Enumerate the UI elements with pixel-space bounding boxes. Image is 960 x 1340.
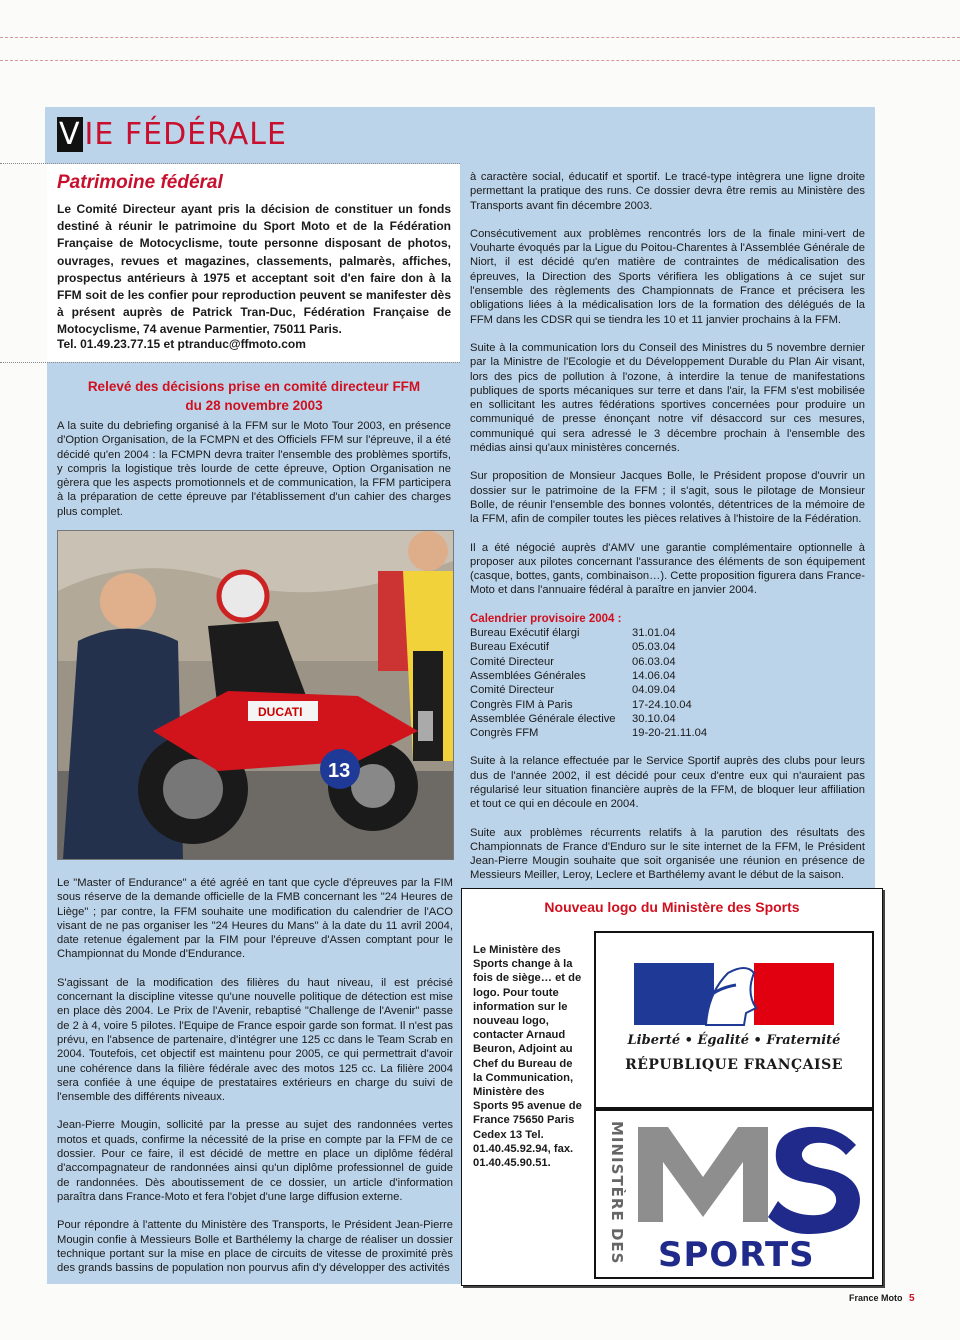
calendar-date: 06.03.04 [632,655,676,668]
magazine-name: France Moto [849,1293,903,1303]
page-number: 5 [909,1293,915,1304]
calendar-date: 17-24.10.04 [632,698,692,711]
calendar-title: Calendrier provisoire 2004 : [470,612,622,625]
logo-box-title: Nouveau logo du Ministère des Sports [544,899,800,915]
header-initial: V [59,117,81,152]
calendar-date: 14.06.04 [632,669,676,682]
motto: Liberté • Égalité • Fraternité [627,1033,841,1048]
race-number: 13 [328,760,351,782]
dotted-rule [0,362,460,363]
patrimoine-title: Patrimoine fédéral [57,172,223,193]
logo-box [461,888,883,1286]
bike-brand: DUCATI [258,705,303,719]
calendar-row [470,669,865,683]
patrimoine-contact: Tel. 01.49.23.77.15 et ptranduc@ffmoto.com [57,337,306,351]
calendar-row [470,655,865,669]
releve-title-line1: Relevé des décisions prise en comité directeur FFM [87,379,421,394]
patrimoine-box [47,164,460,361]
calendar-row [470,712,865,726]
calendar-row [470,726,865,740]
calendar-event: Congrès FFM [470,727,539,740]
releve-title-line2: du 28 novembre 2003 [185,398,323,413]
calendar-event: Bureau Exécutif élargi [470,627,580,640]
paragraph: Sur proposition de Monsieur Jacques Bolle, le Président propose d'ouvrir un dossier sur le patrimoine de la FFM ; il s'agit, sous le pilotage de Monsieur Bolle, de réunir l'ensemble des bonnes volontés, détentrices de la mémoire de la FFM, afin de compiler toutes les pièces relatives à l'histoire de la Fédération. [470,470,865,526]
calendar-date: 19-20-21.11.04 [632,727,708,740]
right-column [470,170,865,897]
paragraph: Suite à la relance effectuée par le Service Sportif auprès des clubs pour leurs dus de l'année 2002, il est décidé pour ceux d'entre eux qui n'auraient pas régularisé leur situation financière auprès de la FFM, de bloquer leur affiliation et tout ce qui en découle en 2004. [470,755,865,811]
republic-label: RÉPUBLIQUE FRANÇAISE [625,1057,843,1073]
releve-continued [57,876,453,1289]
paragraph: Le "Master of Endurance" a été agréé en tant que cycle d'épreuves par la FIM sous réserve de la demande officielle de la FMB concernant les "24 Heures de Liège" ; par contre, la FFM souhaite une modification du calendrier de l'ACO visant de ne pas organiser les "24 Heures du Mans" à la date du 11 avril 2004, date retenue également par la FIM pour l'épreuve d'Assen comptant pour le Championnat du Monde d'Endurance. [57,877,453,961]
releve-title [57,377,451,415]
patrimoine-body: Le Comité Directeur ayant pris la décision de constituer un fonds destiné à réunir le patrimoine du Sport Moto et de la Fédération Française de Motocyclisme, toute personne disposant de photos, ouvrages, revues et magazines, classements, palmarès, affiches, prospectus antérieurs à 1975 et acceptant soit d'en faire don à la FFM soit de les confier pour reproduction peuvent se manifester dès à présent auprès de Patrick Tran-Duc, Fédération Française de Motocyclisme, 74 avenue Parmentier, 75011 Paris. [57,202,451,337]
sports-wordmark: SPORTS [658,1235,815,1275]
calendar [470,612,865,741]
ms-monogram-icon [628,1117,868,1237]
footer [849,1293,915,1304]
calendar-date: 30.10.04 [632,712,676,725]
paragraph: S'agissant de la modification des filières du haut niveau, il est précisé concernant la discipline vitesse qu'une nouvelle politique de détection est mise en place dès 2004. Le Prix de l'Avenir, rebaptisé "Challenge de l'Avenir" passe de 2 à 4, voire 5 pilotes. l'Equipe de France espoir garde son format. Il n'est pas prévu, en l'absence de partenaire, d'intégrer une 125 cc dans le Team Scrab en 2004. Toutefois, cet objectif est maintenu pour 2005, ce qui permettrait d'avoir une cohérence dans la filière fédérale avec des motos 125 cc. La filière 2004 sera confiée à une équipe de prestataires extérieurs en charge du suivi de l'ensemble des différents niveaux. [57,976,453,1104]
calendar-row [470,698,865,712]
calendar-row [470,640,865,654]
calendar-event: Congrès FIM à Paris [470,698,573,711]
calendar-date: 05.03.04 [632,641,676,654]
calendar-event: Assemblée Générale élective [470,712,616,725]
paragraph: A la suite du debriefing organisé à la FFM sur le Moto Tour 2003, en présence d'Option Organisation, de la FCMPN et des Officiels FFM sur l'épreuve, il a été décidé qu'en 2004 : la FCMPN devra traiter l'ensemble des problèmes sportifs, y compris la logistique très lourde de cette épreuve, Option Organisation ne gèrera que les aspects promotionnels et de communication, la FFM participera à la préparation de cette épreuve par l'établissement d'un cahier des charges plus complet. [57,420,451,518]
calendar-row [470,683,865,697]
paragraph: Consécutivement aux problèmes rencontrés lors de la finale mini-vert de Vouharte évoqués par la Ligue du Poitou-Charentes à l'Assemblée Générale de Niort, il est décidé qu'en matière de contraintes de médicalisation des épreuves, la Direction des Sports vérifiera les obligations à ce sujet sur l'ensemble des règlements des Championnats de France et précisera les obligations liées à la médicalisation lors de la formation des délégués de la FFM dans les CDSR qui se tiendra les 10 et 11 janvier prochains à la FFM. [470,227,865,326]
ministere-sports-logo [594,1109,874,1279]
paragraph: Suite aux problèmes récurrents relatifs à la parution des résultats des Championnats de France d'Enduro sur le site internet de la FFM, le Président Jean-Pierre Mougin souhaite que soit organisée une réunion en présence de Messieurs Meiller, Leroy, Leclere et Barthélemy avant le début de la saison. [470,826,865,882]
calendar-event: Assemblées Générales [470,669,586,682]
paragraph: Jean-Pierre Mougin, sollicité par la presse au sujet des randonnées vertes motos et quads, confirme la nécessité de la prise en compte par la FFM de ce dossier. Pour ce faire, il est décidé de mettre en place un diplôme fédéral d'accompagnateur de randonnées ainsi qu'un diplôme professionnel de guide de randonnées. Dès aboutissement de ce dossier, un article d'information paraîtra dans France-Moto et fera l'objet d'une large diffusion externe. [57,1119,453,1203]
section-header [57,117,287,152]
calendar-row [470,626,865,640]
top-dashed-rule [0,60,960,61]
calendar-date: 04.09.04 [632,684,676,697]
paragraph: à caractère social, éducatif et sportif. Le tracé-type intègrera une ligne droite permettant la pratique des runs. Ce dossier devra être remis au Ministère des Transports avant fin décembre 2003. [470,171,865,212]
header-title-rest: IE FÉDÉRALE [84,117,287,152]
calendar-event: Comité Directeur [470,684,554,697]
marianne-flag-icon [596,933,872,1033]
paragraph: Pour répondre à l'attente du Ministère des Transports, le Président Jean-Pierre Mougin confie à Messieurs Bolle et Barthélemy la charge de réaliser un dossier technique portant sur la mise en place de circuits de vitesse de proximité près des grands bassins de population non pourvus afin d'y développer des activités [57,1219,453,1275]
calendar-event: Comité Directeur [470,655,554,668]
paragraph: Suite à la communication lors du Conseil des Ministres du 5 novembre dernier par la Ministre de l'Ecologie et du Développement Durable du Plan Air visant, lors des pics de pollution à l'ozone, à interdire la tenue de manifestations publiques de sports mécaniques sur terre et dans l'air, la FFM s'est mobilisée en sollicitant les autres fédérations sportives concernées pour produire un communiqué de presse énonçant notre vif désaccord sur ces mesures, communiqué qui sera adressé le 3 décembre prochain à l'ensemble des médias ainsi qu'aux ministères concernés. [470,341,865,455]
ministere-des-label: MINISTÈRE DES [608,1121,626,1265]
top-dashed-rule [0,37,960,38]
calendar-event: Bureau Exécutif [470,641,549,654]
marianne-logo [594,931,874,1109]
releve-intro [57,419,451,533]
motorcycle-photo [57,530,454,860]
photo-illustration [58,531,453,859]
calendar-date: 31.01.04 [632,627,676,640]
logo-box-text: Le Ministère des Sports change à la fois de siège… et de logo. Pour toute information sur le nouveau logo, contacter Arnaud Beuron, Adjoint au Chef du Bureau de la Communication, Ministère des Sports 95 avenue de France 75650 Paris Cedex 13 Tel. 01.40.45.92.94, fax. 01.40.45.90.51. [473,944,582,1170]
paragraph: Il a été négocié auprès d'AMV une garantie complémentaire optionnelle à proposer aux pilotes concernant l'assurance des éléments de son équipement (casque, bottes, gants, combinaison…). Cette proposition figurera dans France-Moto et dans l'annuaire fédéral à paraître en janvier 2004. [470,541,865,597]
